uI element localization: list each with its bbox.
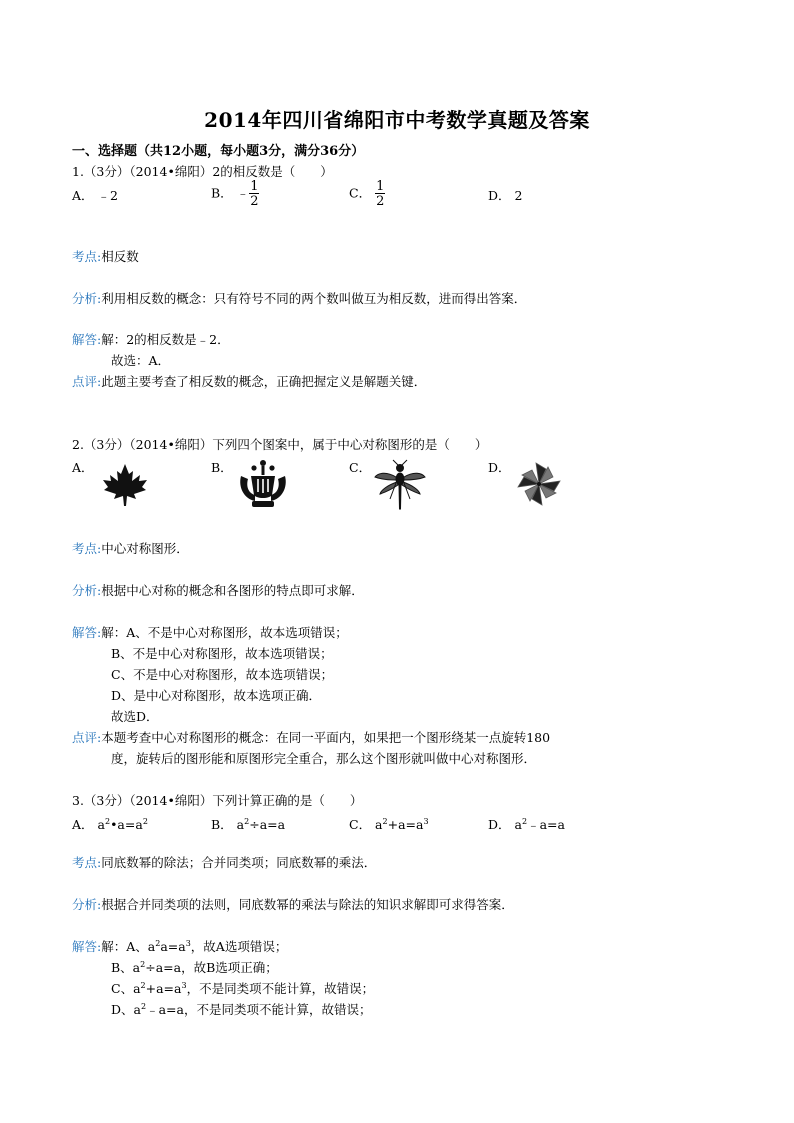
pinwheel-icon <box>512 459 566 509</box>
q2-jieda-line: D、是中心对称图形，故本选项正确． <box>111 688 322 703</box>
tulip-emblem-icon <box>236 459 290 509</box>
q2-option-d-label: D． <box>488 460 511 475</box>
q3-jieda-line: C、$a^2+a=a^3$，不是同类项不能计算，故错误； <box>111 980 375 996</box>
q2-kaodian: 考点:中心对称图形． <box>72 541 189 556</box>
q3-fenxi: 分析:根据合并同类项的法则，同底数幂的乘法与除法的知识求解即可求得答案． <box>72 897 514 912</box>
q2-jieda: 解答:解：A、不是中心对称图形，故本选项错误； <box>72 625 348 640</box>
page-title: 2014年四川省绵阳市中考数学真题及答案 <box>204 108 590 132</box>
q3-option-c: C． $a^2+a=a^3$ <box>349 816 429 832</box>
q3-stem: 3.（3分）（2014•绵阳）下列计算正确的是（ ） <box>72 793 363 808</box>
q1-stem: 1.（3分）（2014•绵阳）2的相反数是（ ） <box>72 164 333 179</box>
q3-jieda-line: D、$a^2﹣a=a$，不是同类项不能计算，故错误； <box>111 1001 372 1017</box>
q1-jieda: 解答:解：2的相反数是﹣2． <box>72 332 230 347</box>
q1-option-c: C． $\frac{1}{2}$ <box>349 179 385 209</box>
q3-option-b: B． $a^2\div a=a$ <box>211 816 286 832</box>
maple-leaf-icon <box>100 462 150 508</box>
q2-jieda-line: B、不是中心对称图形，故本选项错误； <box>111 646 333 661</box>
q2-dianping: 点评:本题考查中心对称图形的概念：在同一平面内，如果把一个图形绕某一点旋转180 <box>72 730 551 745</box>
q2-stem: 2.（3分）（2014•绵阳）下列四个图案中，属于中心对称图形的是（ ） <box>72 437 488 452</box>
fraction: $\frac{1}{2}$ <box>250 179 259 209</box>
q3-jieda: 解答:解：A、$a^2a=a^3$，故A选项错误； <box>72 938 288 954</box>
q2-option-b-label: B． <box>211 460 233 475</box>
q3-option-d: D． $a^2﹣a=a$ <box>488 816 565 832</box>
q1-kaodian: 考点:相反数 <box>72 249 139 264</box>
insect-icon <box>372 459 428 511</box>
q1-option-a: A． ﹣2 <box>72 188 118 203</box>
q2-jieda-line: 故选D． <box>111 709 159 724</box>
q3-option-a: A． $a^2•a=a^2$ <box>72 816 148 832</box>
q3-jieda-line: B、$a^2\div a=a$，故B选项正确； <box>111 959 278 975</box>
q2-option-a-label: A． <box>72 460 94 475</box>
q2-option-c-label: C． <box>349 460 372 475</box>
q1-option-d: D． 2 <box>488 188 523 203</box>
q2-dianping-line: 度，旋转后的图形能和原图形完全重合，那么这个图形就叫做中心对称图形． <box>111 751 537 766</box>
q2-jieda-line: C、不是中心对称图形，故本选项错误； <box>111 667 334 682</box>
q1-option-b: B． ﹣ $\frac{1}{2}$ <box>211 179 259 209</box>
q2-fenxi: 分析:根据中心对称的概念和各图形的特点即可求解． <box>72 583 364 598</box>
q3-kaodian: 考点:同底数幂的除法；合并同类项；同底数幂的乘法． <box>72 855 377 870</box>
q1-jieda-line: 故选：A． <box>111 353 171 368</box>
q1-fenxi: 分析:利用相反数的概念：只有符号不同的两个数叫做互为相反数，进而得出答案． <box>72 291 527 306</box>
fraction: $\frac{1}{2}$ <box>376 179 385 209</box>
q1-dianping: 点评:此题主要考查了相反数的概念，正确把握定义是解题关键． <box>72 374 427 389</box>
section-heading: 一、选择题（共12小题，每小题3分，满分36分） <box>72 144 365 159</box>
